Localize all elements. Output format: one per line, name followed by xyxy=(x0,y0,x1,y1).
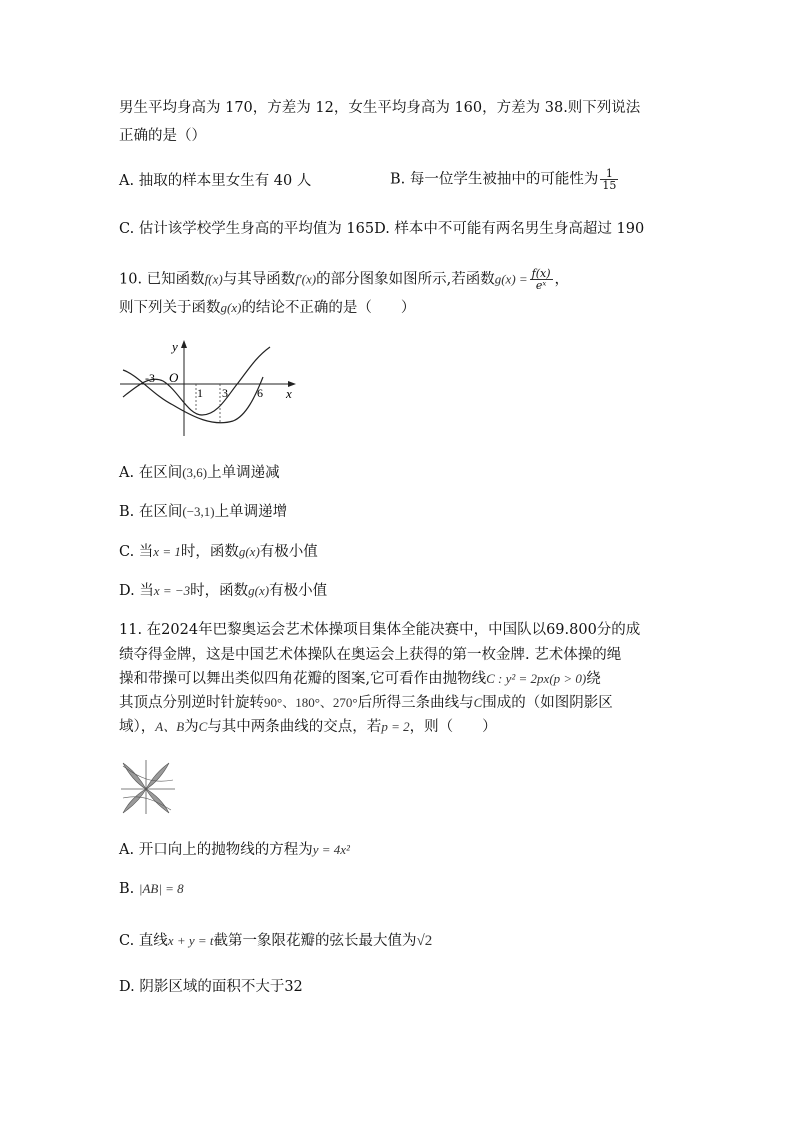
fraction-numerator: 1 xyxy=(600,168,618,180)
q10-math-f: f(x) xyxy=(204,271,223,287)
q9-stem-line1: 男生平均身高为 170，方差为 12，女生平均身高为 160，方差为 38.则下列说法 xyxy=(119,100,641,116)
q10-option-d-text-3: 有极小值 xyxy=(269,583,328,599)
q11-stem-line3 xyxy=(119,668,601,690)
q11-option-a xyxy=(119,839,350,861)
q11-math-p: p = 2 xyxy=(381,719,410,734)
q10-math-g: g(x) xyxy=(220,300,242,315)
q11-text-3: 其顶点分别逆时针旋转 xyxy=(119,695,264,711)
q10-text-2: 与其导函数 xyxy=(222,271,296,288)
q11-option-c-math: x + y = t xyxy=(167,933,214,948)
q11-stem-line4 xyxy=(119,692,613,714)
q10-option-d-text-2: 时，函数 xyxy=(190,583,249,599)
q11-option-c-value: √2 xyxy=(416,933,433,949)
q10-option-b xyxy=(119,501,287,523)
q11-stem-line5 xyxy=(119,716,497,738)
tick-label-1: 1 xyxy=(197,386,203,400)
q10-option-c-text-2: 时，函数 xyxy=(180,544,239,560)
q9-options-cd xyxy=(119,218,644,240)
x-axis-label: x xyxy=(286,386,292,401)
tick-label-neg3: -3 xyxy=(145,371,155,385)
q10-option-d-text: D. 当 xyxy=(119,583,154,599)
q10-option-a-text-2: 上单调递减 xyxy=(207,465,280,481)
q11-option-b-math: |AB| = 8 xyxy=(138,881,184,896)
q9-option-a: A. 抽取的样本里女生有 40 人 xyxy=(119,173,312,189)
q9-option-d: D. 样本中不可能有两名男生身高超过 190 xyxy=(374,221,645,237)
q11-math-degrees: 90°、180°、270° xyxy=(264,695,358,710)
q11-text-1: 操和带操可以舞出类似四角花瓣的图案,它可看作由抛物线 xyxy=(119,671,487,687)
q11-text-8: 与其中两条曲线的交点，若 xyxy=(207,719,382,735)
q11-math-ab: A、B xyxy=(155,719,185,734)
q9-option-b-text: B. 每一位学生被抽中的可能性为 xyxy=(390,171,599,188)
q11-option-c-text-2: 截第一象限花瓣的弦长最大值为 xyxy=(213,933,417,949)
q10-option-c xyxy=(119,541,318,563)
q10-text-4: ， xyxy=(554,271,570,288)
q10-text-5: 则下列关于函数 xyxy=(119,300,221,316)
q10-option-b-text-2: 上单调递增 xyxy=(214,504,288,520)
q11-text-5: 围成的（如图阴影区 xyxy=(482,695,613,711)
fraction-denominator: 15 xyxy=(602,179,617,192)
q10-option-c-text-3: 有极小值 xyxy=(259,544,318,560)
q10-option-b-text: B. 在区间 xyxy=(119,504,183,520)
q10-option-d xyxy=(119,580,327,602)
q10-option-d-cond: x = −3 xyxy=(153,583,191,598)
q10-text-3: 的部分图象如图所示,若函数 xyxy=(316,271,495,288)
q11-stem-line1: 11. 在2024年巴黎奥运会艺术体操项目集体全能决赛中，中国队以69.800分的成 xyxy=(119,622,641,638)
q11-text-4: 后所得三条曲线与 xyxy=(357,695,474,711)
q11-option-c-text: C. 直线 xyxy=(119,933,168,949)
y-axis-arrow xyxy=(181,340,187,348)
q10-stem-line2 xyxy=(119,297,415,319)
q11-math-parabola: C : y² = 2px(p > 0) xyxy=(486,671,587,686)
q11-stem-line2: 绩夺得金牌，这是中国艺术体操队在奥运会上获得的第一枚金牌. 艺术体操的绳 xyxy=(119,647,622,663)
q10-text-6: 的结论不正确的是（ ） xyxy=(241,300,416,316)
q10-math-g-def: g(x) = xyxy=(494,271,528,287)
q11-math-c: C xyxy=(473,695,483,710)
q10-option-a-text: A. 在区间 xyxy=(119,465,183,481)
q11-option-a-math: y = 4x² xyxy=(312,842,350,857)
q10-option-b-interval: (−3,1) xyxy=(182,504,215,519)
q9-option-b xyxy=(390,168,620,191)
q10-option-a xyxy=(119,462,280,484)
q10-option-d-g: g(x) xyxy=(248,583,270,598)
q10-stem-line1 xyxy=(119,268,569,291)
fraction-numerator: f(x) xyxy=(531,267,551,280)
q10-math-fprime: f′(x) xyxy=(295,271,317,287)
q10-option-a-interval: (3,6) xyxy=(182,465,208,480)
q10-text-1: 10. 已知函数 xyxy=(119,271,205,288)
q11-option-a-text: A. 开口向上的抛物线的方程为 xyxy=(119,842,313,858)
q11-text-6: 域）， xyxy=(119,719,156,735)
q9-stem-line2: 正确的是（） xyxy=(119,128,206,144)
q9-option-c: C. 估计该学校学生身高的平均值为 165 xyxy=(119,221,375,237)
q11-text-7: 为 xyxy=(184,719,199,735)
tick-label-6: 6 xyxy=(257,386,263,400)
q11-option-b-text: B. xyxy=(119,881,135,897)
q11-petal-figure xyxy=(119,758,177,816)
tick-label-3: 3 xyxy=(222,386,228,400)
q10-option-c-g: g(x) xyxy=(238,544,260,559)
origin-label: O xyxy=(169,370,179,385)
q10-function-graph xyxy=(118,335,303,440)
y-axis-label: y xyxy=(172,339,178,354)
q11-option-b xyxy=(119,878,184,900)
fraction-denominator: eˣ xyxy=(535,279,547,292)
q11-math-c2: C xyxy=(198,719,208,734)
q11-text-9: ，则（ ） xyxy=(409,719,497,735)
q11-text-2: 绕 xyxy=(586,671,601,687)
q11-option-c xyxy=(119,930,432,952)
q10-fraction xyxy=(530,268,553,291)
q11-option-d: D. 阴影区域的面积不大于32 xyxy=(119,979,303,995)
q10-option-c-cond: x = 1 xyxy=(153,544,181,559)
q9-option-b-fraction xyxy=(600,168,618,191)
q10-option-c-text: C. 当 xyxy=(119,544,154,560)
